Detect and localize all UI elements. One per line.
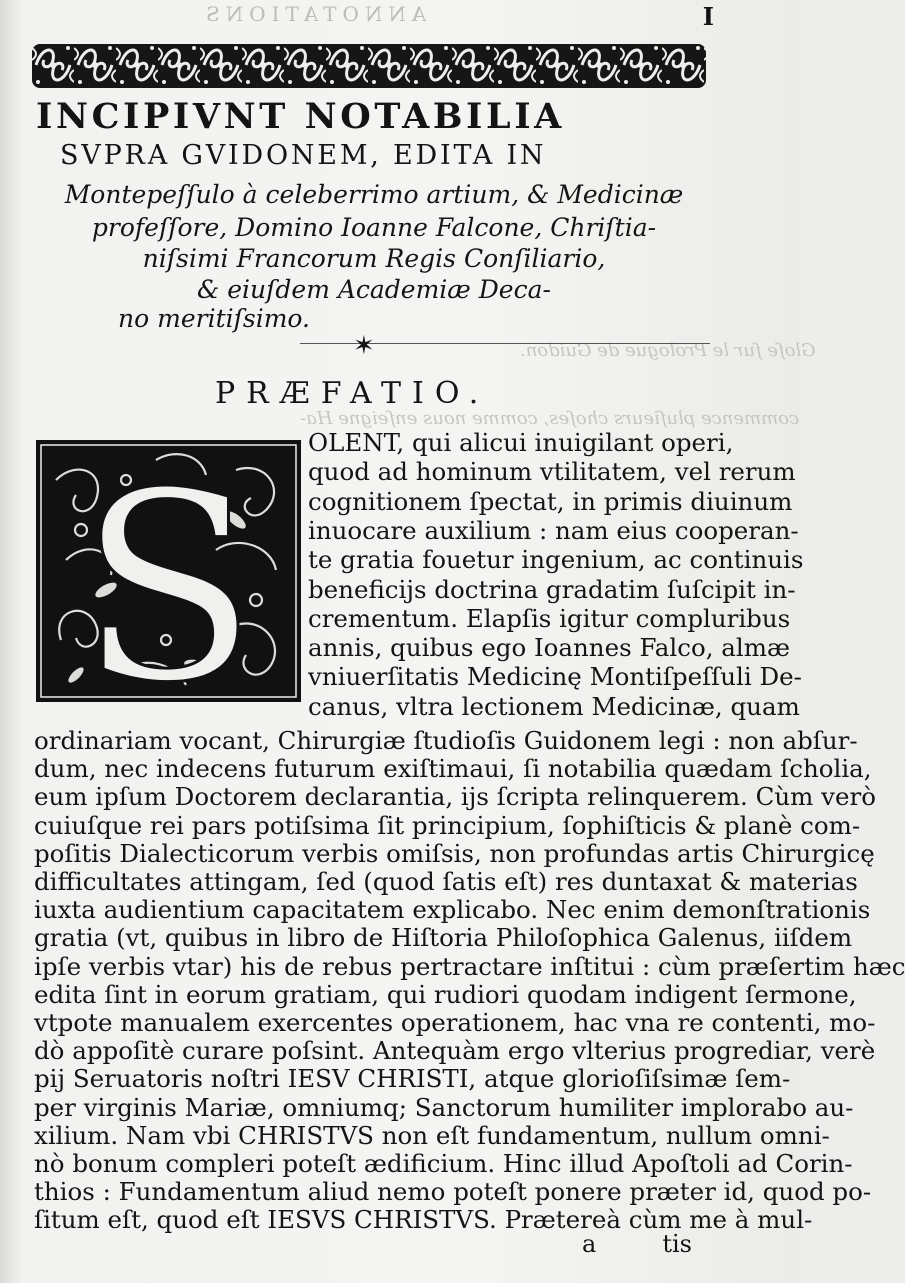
folio-number: I <box>702 2 714 31</box>
catchword: tis <box>662 1230 692 1258</box>
signature-mark: a <box>582 1230 597 1258</box>
text-line: cognitionem ſpectat, in primis diuinum <box>308 486 793 516</box>
title-line-2: SVPRA GVIDONEM, EDITA IN <box>60 140 547 171</box>
subtitle-line-3: niſsimi Francorum Regis Conſiliario, <box>142 244 606 273</box>
text-line: annis, quibus ego Ioannes Falco, almæ <box>308 633 790 663</box>
subtitle-line-4: & eiuſdem Academiæ Deca- <box>197 275 551 304</box>
text-line: iuxta audientium capacitatem explicabo. Nec enim demonſtrationis <box>34 895 871 925</box>
text-line: ordinariam vocant, Chirurgiæ ſtudioſis Guidonem legi : non abſur- <box>34 726 858 755</box>
star-ornament: ✶ <box>353 331 375 361</box>
text-line: difficultates attingam, ſed (quod ſatis eſt) res duntaxat & materias <box>34 867 858 896</box>
text-line: crementum. Elapſis igitur compluribus <box>308 603 791 633</box>
text-line: eum ipſum Doctorem declarantia, ijs ſcripta relinquerem. Cùm verò <box>34 782 876 812</box>
subtitle-line-2: profeſſore, Domino Ioanne Falcone, Chriſtia- <box>91 213 657 242</box>
text-line: OLENT, qui alicui inuigilant operi, <box>308 428 734 457</box>
text-line: ſitum eſt, quod eſt IESVS CHRISTVS. Prætereà cùm me à mul- <box>34 1205 813 1235</box>
text-line: inuocare auxilium : nam eius cooperan- <box>308 515 799 545</box>
bleed-through-line: Gloſe ſur le Prologue de Guidon. <box>520 340 816 361</box>
text-line: pij Seruatoris noſtri IESV CHRISTI, atque glorioſiſsimæ ſem- <box>34 1064 791 1094</box>
text-line: vniuerſitatis Medicinę Montiſpeſſuli De- <box>308 662 802 692</box>
text-line: vtpote manualem exercentes operationem, hac vna re contenti, mo- <box>34 1008 876 1037</box>
bleed-through-header: ANNOTATIONS <box>200 2 427 26</box>
text-line: gratia (vt, quibus in libro de Hiſtoria Philoſophica Galenus, iiſdem <box>34 923 853 953</box>
section-title: PRÆFATIO. <box>215 376 490 411</box>
text-line: per virginis Mariæ, omniumq; Sanctorum humiliter implorabo au- <box>34 1092 854 1122</box>
text-line: beneficijs doctrina gradatim ſuſcipit in- <box>308 574 796 604</box>
initial-letter: S <box>78 438 258 740</box>
catchword-row <box>582 1230 692 1258</box>
subtitle-line-1: Montepeſſulo à celeberrimo artium, & Medicinæ <box>64 180 684 209</box>
text-line: cuiuſque rei pars potiſsima ſit principium, ſophiſticis & planè com- <box>34 810 861 840</box>
text-line: edita ſint in eorum gratiam, qui rudiori quodam indigent ſermone, <box>34 979 857 1009</box>
text-line: dum, nec indecens futurum exiſtimaui, ſi notabilia quædam ſcholia, <box>34 754 872 784</box>
bleed-through-line: commence pluſieurs choſes, comme nous enſeigne Ha- <box>300 408 800 429</box>
text-line: quod ad hominum vtilitatem, vel rerum <box>308 457 796 487</box>
ornamental-headpiece <box>32 40 706 90</box>
decorated-initial-s <box>36 438 301 740</box>
text-line: poſitis Dialecticorum verbis omiſsis, non profundas artis Chirurgicę <box>34 838 875 868</box>
text-line: te gratia fouetur ingenium, ac continuis <box>308 545 804 575</box>
text-line: canus, vltra lectionem Medicinæ, quam <box>308 691 800 721</box>
text-line: xilium. Nam vbi CHRISTVS non eſt fundamentum, nullum omni- <box>34 1120 830 1150</box>
text-line: ipſe verbis vtar) his de rebus pertractare inſtitui : cùm præſertim hæc <box>34 951 905 981</box>
subtitle-line-5: no meritiſsimo. <box>118 304 310 333</box>
text-line: nò bonum compleri poteſt ædificium. Hinc illud Apoſtoli ad Corin- <box>34 1149 853 1178</box>
text-line: dò appoſitè curare poſsint. Antequàm ergo vlterius progrediar, verè <box>34 1036 876 1066</box>
title-line-1: INCIPIVNT NOTABILIA <box>36 96 565 137</box>
text-line: thios : Fundamentum aliud nemo poteſt ponere præter id, quod po- <box>34 1177 872 1207</box>
